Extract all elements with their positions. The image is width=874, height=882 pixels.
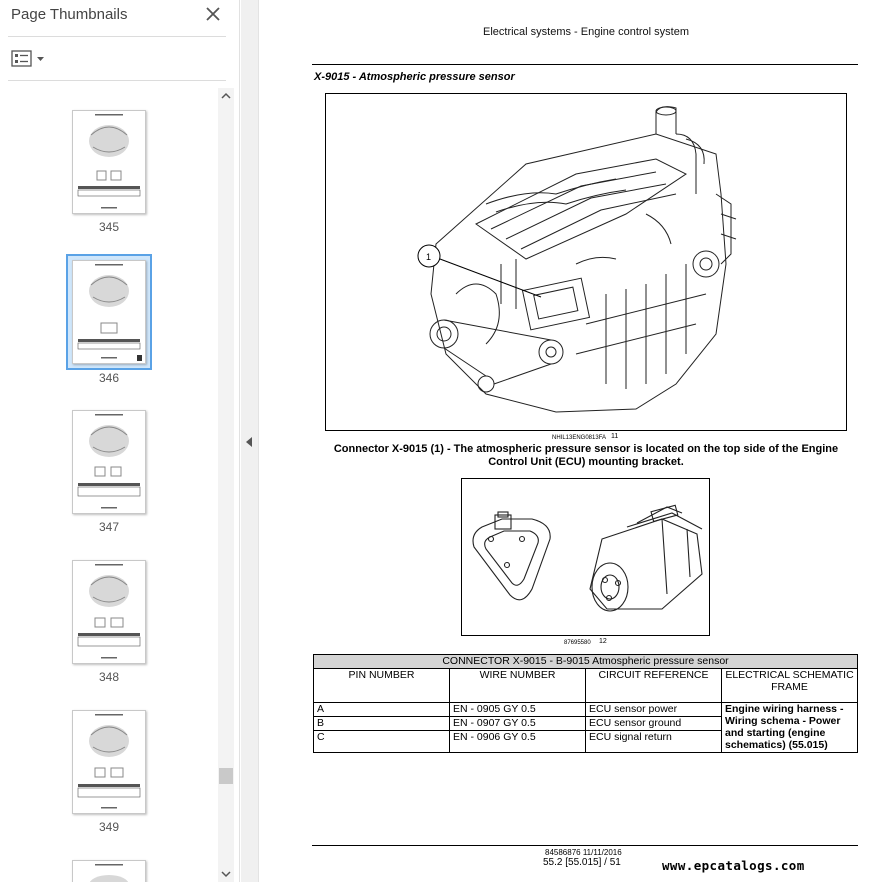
pin-cell: B bbox=[314, 717, 450, 731]
connector-table bbox=[313, 654, 858, 753]
panel-header bbox=[0, 0, 240, 36]
thumbnail-page-347[interactable] bbox=[72, 410, 146, 514]
thumbnail-page-348[interactable] bbox=[72, 560, 146, 664]
thumbnail-list bbox=[0, 88, 218, 882]
pin-cell: A bbox=[314, 703, 450, 717]
thumbnail-page-345[interactable] bbox=[72, 110, 146, 214]
thumbnail-label: 349 bbox=[98, 820, 120, 834]
description-text: Connector X-9015 (1) - The atmospheric pressure sensor is located on the top side of the Engine Control Unit (ECU) mounting bracket. bbox=[333, 443, 839, 468]
page-thumbnails-panel bbox=[0, 0, 240, 882]
table-row bbox=[314, 703, 858, 717]
wire-cell: EN - 0906 GY 0.5 bbox=[450, 731, 586, 753]
page-thumbnail-image bbox=[73, 711, 145, 813]
engine-figure bbox=[325, 93, 847, 431]
column-header: ELECTRICAL SCHEMATIC FRAME bbox=[722, 669, 858, 703]
section-title: X-9015 - Atmospheric pressure sensor bbox=[314, 71, 515, 83]
divider bbox=[8, 80, 226, 81]
circuit-cell: ECU sensor power bbox=[586, 703, 722, 717]
wire-cell: EN - 0905 GY 0.5 bbox=[450, 703, 586, 717]
close-icon[interactable] bbox=[204, 5, 222, 23]
thumbnail-label: 346 bbox=[98, 371, 120, 385]
column-header: PIN NUMBER bbox=[314, 669, 450, 703]
circuit-cell: ECU sensor ground bbox=[586, 717, 722, 731]
footer-page-number: 55.2 [55.015] / 51 bbox=[543, 857, 621, 868]
circuit-cell: ECU signal return bbox=[586, 731, 722, 753]
figure-number: 12 bbox=[599, 638, 607, 645]
page-thumbnail-image bbox=[73, 861, 145, 882]
schematic-frame-cell: Engine wiring harness - Wiring schema - Power and starting (engine schematics) (55.015) bbox=[722, 703, 858, 753]
connector-figure bbox=[461, 478, 710, 636]
footer-rule bbox=[312, 845, 858, 846]
thumbnail-page-346[interactable] bbox=[72, 260, 146, 364]
watermark-text: www.epcatalogs.com bbox=[662, 858, 805, 873]
callout-number: 1 bbox=[426, 252, 432, 262]
collapse-panel-button[interactable] bbox=[241, 0, 259, 882]
page-header: Electrical systems - Engine control system bbox=[482, 26, 689, 38]
thumbnail-label: 347 bbox=[98, 520, 120, 534]
page-thumbnail-image bbox=[73, 561, 145, 663]
thumbnail-label: 348 bbox=[98, 670, 120, 684]
page-thumbnail-image bbox=[73, 411, 145, 513]
pin-cell: C bbox=[314, 731, 450, 753]
page-thumbnail-image bbox=[73, 261, 145, 363]
document-page bbox=[260, 0, 874, 882]
thumbnail-page-349[interactable] bbox=[72, 710, 146, 814]
thumbnail-label: 345 bbox=[98, 220, 120, 234]
scrollbar-thumb[interactable] bbox=[219, 768, 233, 784]
thumbnail-options-icon bbox=[10, 48, 50, 70]
collapse-arrow-icon bbox=[246, 437, 252, 447]
figure-number: 11 bbox=[611, 433, 619, 440]
scroll-up-icon[interactable] bbox=[218, 88, 234, 104]
column-header: WIRE NUMBER bbox=[450, 669, 586, 703]
column-header: CIRCUIT REFERENCE bbox=[586, 669, 722, 703]
header-rule bbox=[312, 64, 858, 65]
figure-code: NHIL13ENG0813FA bbox=[552, 435, 607, 441]
engine-illustration bbox=[326, 94, 846, 430]
figure-code: 87695580 bbox=[564, 640, 591, 646]
table-caption: CONNECTOR X-9015 - B-9015 Atmospheric pressure sensor bbox=[314, 655, 858, 669]
thumbnail-scrollbar[interactable] bbox=[218, 88, 234, 882]
connector-illustration bbox=[462, 479, 709, 635]
thumbnail-options-button[interactable] bbox=[10, 48, 50, 70]
page-thumbnail-image bbox=[73, 111, 145, 213]
panel-title: Page Thumbnails bbox=[11, 6, 128, 23]
divider bbox=[8, 36, 226, 37]
wire-cell: EN - 0907 GY 0.5 bbox=[450, 717, 586, 731]
scroll-down-icon[interactable] bbox=[218, 866, 234, 882]
footer-code: 84586876 11/11/2016 bbox=[545, 848, 622, 857]
thumbnail-page-350[interactable] bbox=[72, 860, 146, 882]
